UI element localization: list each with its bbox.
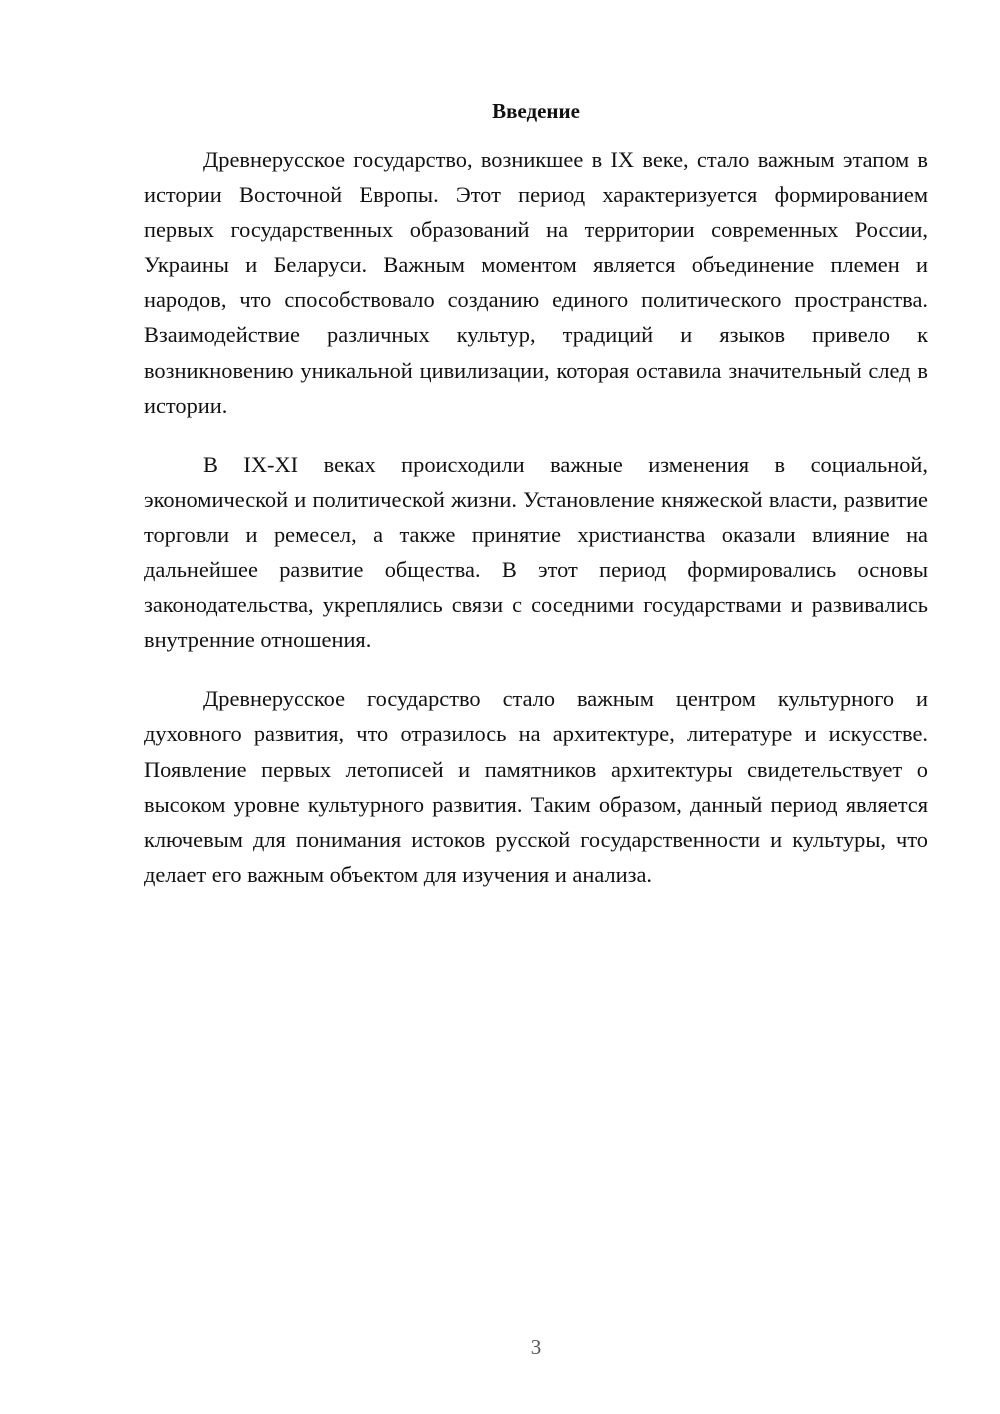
paragraph-1: Древнерусское государство, возникшее в IX веке, стало важным этапом в истории Восточной Европы. Этот период характеризуется формированием первых государственных образований на территории современных России, Украины и Беларуси. Важным моментом является объединение племен и народов, что способствовало созданию единого политического пространства. Взаимодействие различных культур, традиций и языков привело к возникновению уникальной цивилизации, которая оставила значительный след в истории. [144, 147, 928, 418]
page-number: 3 [530, 1335, 542, 1359]
paragraph-2: В IX-XI веках происходили важные изменения в социальной, экономической и политической жизни. Установление княжеской власти, развитие торговли и ремесел, а также принятие христианства оказали влияние на дальнейшее развитие общества. В этот период формировались основы законодательства, укреплялись связи с соседними государствами и развивались внутренние отношения. [144, 451, 928, 653]
paragraph-3: Древнерусское государство стало важным центром культурного и духовного развития, что отразилось на архитектуре, литературе и искусстве. Появление первых летописей и памятников архитектуры свидетельствует о высоком уровне культурного развития. Таким образом, данный период является ключевым для понимания истоков русской государственности и культуры, что делает его важным объектом для изучения и анализа. [144, 686, 928, 887]
section-heading: Введение [492, 99, 580, 123]
body-text [144, 142, 928, 916]
